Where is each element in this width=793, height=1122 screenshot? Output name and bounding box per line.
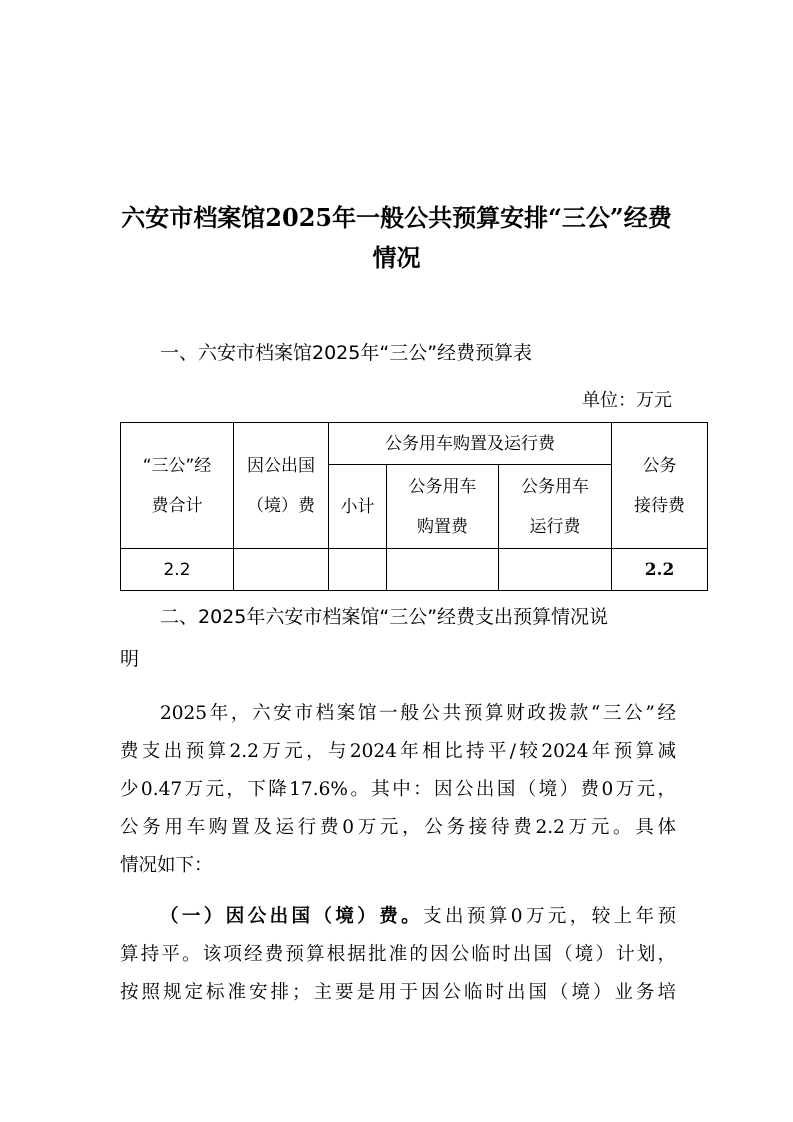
section-two-heading-line-2: 明 bbox=[120, 648, 140, 670]
section-two-heading bbox=[120, 596, 680, 680]
paragraph-line: 2025年，六安市档案馆一般公共预算财政拨款“三公”经 bbox=[160, 703, 676, 724]
table-header-row-1 bbox=[121, 423, 708, 465]
unit-label: 单位：万元 bbox=[582, 390, 672, 411]
header-abroad: 因公出国 （境）费 bbox=[234, 423, 329, 549]
section-one-heading: 一、六安市档案馆2025年“三公”经费预算表 bbox=[160, 342, 533, 364]
cell-subtotal bbox=[329, 549, 387, 591]
title-line-1: 六安市档案馆2025年一般公共预算安排“三公”经费 bbox=[121, 203, 672, 232]
paragraph-summary bbox=[120, 695, 676, 885]
paragraph-line: 算持平。该项经费预算根据批准的因公临时出国（境）计划， bbox=[120, 944, 676, 965]
paragraph-line bbox=[120, 898, 676, 936]
cell-reception: 2.2 bbox=[612, 549, 708, 591]
header-vehicle-operation: 公务用车 运行费 bbox=[499, 465, 612, 549]
cell-total: 2.2 bbox=[121, 549, 234, 591]
three-public-budget-table bbox=[120, 422, 708, 591]
paragraph-line: 公务用车购置及运行费0万元，公务接待费2.2万元。具体 bbox=[120, 817, 676, 838]
header-subtotal: 小计 bbox=[329, 465, 387, 549]
paragraph-bold-lead: （一）因公出国（境）费。 bbox=[160, 906, 424, 927]
section-two-heading-line-1: 二、2025年六安市档案馆“三公”经费支出预算情况说 bbox=[160, 606, 609, 628]
paragraph-line: 情况如下： bbox=[120, 855, 213, 876]
header-vehicle-purchase: 公务用车 购置费 bbox=[387, 465, 499, 549]
paragraph-line-rest: 支出预算0万元，较上年预 bbox=[423, 906, 676, 927]
header-reception: 公务 接待费 bbox=[612, 423, 708, 549]
cell-vehicle-purchase bbox=[387, 549, 499, 591]
cell-abroad bbox=[234, 549, 329, 591]
title-line-2: 情况 bbox=[372, 243, 421, 272]
paragraph-line: 费支出预算2.2万元，与2024年相比持平/较2024年预算减 bbox=[120, 741, 676, 762]
cell-vehicle-operation bbox=[499, 549, 612, 591]
table-row bbox=[121, 549, 708, 591]
paragraph-line: 少0.47万元，下降17.6%。其中：因公出国（境）费0万元， bbox=[120, 779, 676, 800]
paragraph-line: 按照规定标准安排；主要是用于因公临时出国（境）业务培 bbox=[120, 982, 676, 1003]
paragraph-abroad-fees bbox=[120, 898, 676, 1012]
document-title bbox=[100, 198, 693, 278]
header-vehicle-group: 公务用车购置及运行费 bbox=[329, 423, 612, 465]
header-total: “三公”经 费合计 bbox=[121, 423, 234, 549]
